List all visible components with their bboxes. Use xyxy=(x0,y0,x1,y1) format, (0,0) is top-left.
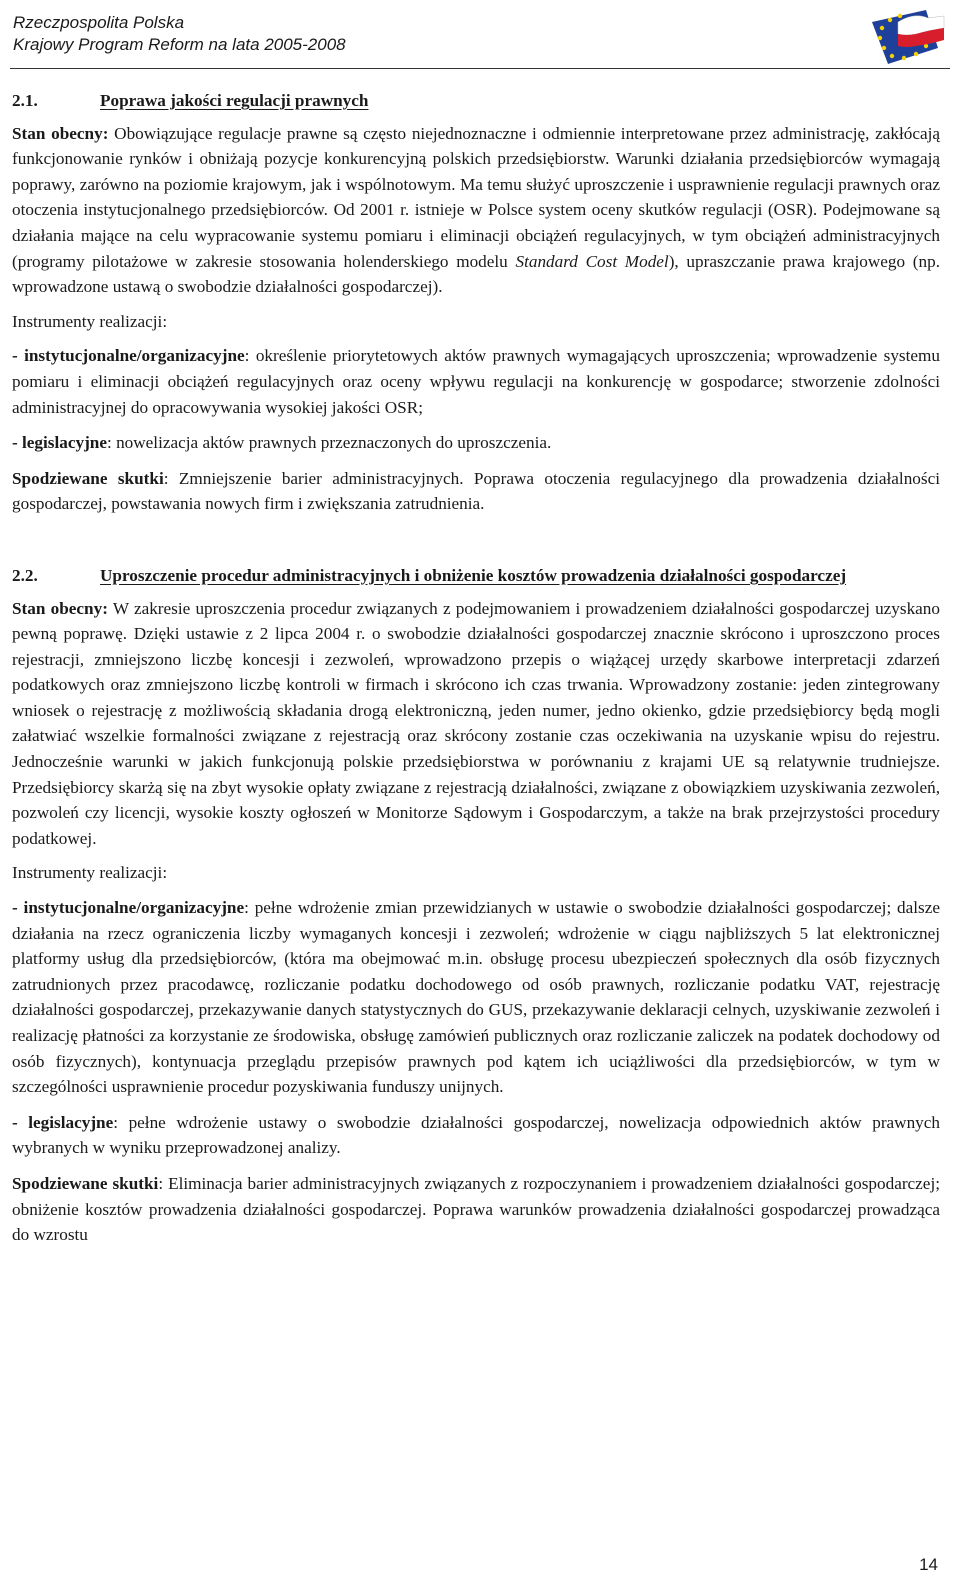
header-program-title: Krajowy Program Reform na lata 2005-2008 xyxy=(13,35,346,54)
current-state-text: Obowiązujące regulacje prawne są często niejednoznaczne i odmiennie interpretowane przez administrację, zakłócają funkcjonowanie rynków i obniżają pozycje konkurencyjną polskich przedsiębiorstw. Warunki działania przedsiębiorców wymagają poprawy, zarówno na poziomie krajowym, jak i wspólnotowym. Ma temu służyć uproszczenie i usprawnienie regulacji prawnych oraz otoczenia instytucjonalnego przedsiębiorców. Od 2001 r. istnieje w Polsce system oceny skutków regulacji (OSR). Podejmowane są działania mające na celu wypracowanie systemu pomiaru i eliminacji obciążeń regulacyjnych, w tym obciążeń administracyjnych (programy pilotażowe w zakresie stosowania holenderskiego modelu xyxy=(12,123,940,271)
instrument-text: : pełne wdrożenie zmian przewidzianych w ustawie o swobodzie działalności gospodarczej; dalsze działania na rzecz ograniczenia liczby wymaganych koncesji i zezwoleń; wdrożenie w ciągu najbliższych 5 lat elektronicznej platformy usług dla przedsiębiorców, (która ma obejmować m.in. obsługę procesu ubezpieczeń społecznych dla osób fizycznych zatrudnionych przez pracodawcę, rozliczanie podatku dochodowego od osób prawnych, rozliczanie podatku VAT, rejestrację działalności gospodarczej, przekazywanie danych statystycznych do GUS, przekazywanie deklaracji celnych, uzyskiwanie zezwoleń i realizację płatności za korzystanie ze środowiska, obsługę zamówień publicznych oraz rozliczanie zaliczek na podatek dochodowy od osób fizycznych), kontynuacja przeglądu przepisów prawnych pod kątem ich uciążliwości dla przedsiębiorców, w tym w szczególności usprawnienie procedur pozyskiwania funduszy unijnych. xyxy=(12,898,940,1097)
document-body xyxy=(12,88,940,1248)
instrument-text: : nowelizacja aktów prawnych przeznaczonych do uproszczenia. xyxy=(107,433,552,453)
instrument-label: - instytucjonalne/organizacyjne xyxy=(12,346,245,366)
instrument-text: : pełne wdrożenie ustawy o swobodzie działalności gospodarczej, nowelizacja odpowiednich aktów prawnych wybranych w wyniku przeprowadzonej analizy. xyxy=(12,1112,940,1158)
expected-effects-paragraph xyxy=(12,466,940,517)
page-number: 14 xyxy=(919,1555,938,1574)
section-number: 2.2. xyxy=(12,565,38,585)
section-heading xyxy=(12,563,940,589)
instrument-label: - legislacyjne xyxy=(12,1112,114,1132)
document-header xyxy=(13,12,943,66)
header-divider xyxy=(10,68,950,69)
section-title: Uproszczenie procedur administracyjnych i obniżenie kosztów prowadzenia działalności gospodarczej xyxy=(100,565,847,585)
expected-effects-label: Spodziewane skutki xyxy=(12,1173,159,1193)
instrument-organizational xyxy=(12,895,940,1100)
expected-effects-text: : Eliminacja barier administracyjnych związanych z rozpoczynaniem i prowadzeniem działalności gospodarczej; obniżenie kosztów prowadzenia działalności gospodarczej. Poprawa warunków prowadzenia działalności gospodarczej prowadząca do wzrostu xyxy=(12,1173,940,1245)
instruments-heading: Instrumenty realizacji: xyxy=(12,863,168,883)
expected-effects-text: : Zmniejszenie barier administracyjnych. Poprawa otoczenia regulacyjnego dla prowadzenia działalności gospodarczej, powstawania nowych firm i zwiększania zatrudnienia. xyxy=(12,468,940,514)
section-heading xyxy=(12,88,940,114)
current-state-text: W zakresie uproszczenia procedur związanych z podejmowaniem i prowadzeniem działalności gospodarczej uzyskano pewną poprawę. Dzięki ustawie z 2 lipca 2004 r. o swobodzie działalności gospodarczej znacznie skrócono i uproszczono proces rejestracji, zmniejszono liczbę koncesji i zezwoleń, wprowadzono przepis o wiążącej urzędy skarbowe interpretacji zdarzeń podatkowych oraz zmniejszono liczbę kontroli w firmach i skrócono ich czas trwania. Wprowadzony zostanie: jeden zintegrowany wniosek o rejestrację z możliwością składania drogą elektroniczną, jeden numer, jedno okienko, gdzie przedsiębiorcy będą mogli załatwiać wszelkie formalności związane z rejestracją oraz skrócony zostanie czas oczekiwania na uzyskanie wpisu do rejestru. Jednocześnie warunki w jakich funkcjonują polskie przedsiębiorstwa w porównaniu z krajami UE są relatywnie trudniejsze. Przedsiębiorcy skarżą się na zbyt wysokie opłaty związane z rejestracją działalności, związane z obowiązkiem uzyskiwania zezwoleń, pozwoleń czy licencji, wysokie koszty ogłoszeń w Monitorze Sądowym i Gospodarczym, a także na brak przejrzystości procedury podatkowej. xyxy=(12,598,940,848)
instrument-text: : określenie priorytetowych aktów prawnych wymagających uproszczenia; wprowadzenie systemu pomiaru i eliminacji obciążeń regulacyjnych oraz oceny wpływu regulacji na konkurencję w gospodarce; stworzenie zdolności administracyjnej do opracowywania wysokiej jakości OSR; xyxy=(12,346,940,417)
instruments-heading: Instrumenty realizacji: xyxy=(12,311,168,331)
instrument-legislative xyxy=(12,1110,940,1161)
poland-eu-flag-logo-icon xyxy=(868,4,946,66)
current-state-label: Stan obecny: xyxy=(12,598,108,618)
section-title: Poprawa jakości regulacji prawnych xyxy=(100,91,369,110)
instrument-organizational xyxy=(12,343,940,420)
current-state-paragraph xyxy=(12,121,940,300)
current-state-label: Stan obecny: xyxy=(12,123,109,143)
current-state-text-end: ), upraszczanie prawa krajowego (np. wprowadzone ustawą o swobodzie działalności gospodarczej). xyxy=(12,251,940,297)
current-state-paragraph xyxy=(12,596,940,852)
section-number: 2.1. xyxy=(12,91,38,110)
instrument-legislative xyxy=(12,430,940,456)
instrument-label: - legislacyjne xyxy=(12,433,107,453)
header-country: Rzeczpospolita Polska xyxy=(13,13,185,32)
instrument-label: - instytucjonalne/organizacyjne xyxy=(12,898,245,918)
expected-effects-paragraph xyxy=(12,1171,940,1248)
expected-effects-label: Spodziewane skutki xyxy=(12,468,164,488)
model-name: Standard Cost Model xyxy=(515,251,669,271)
